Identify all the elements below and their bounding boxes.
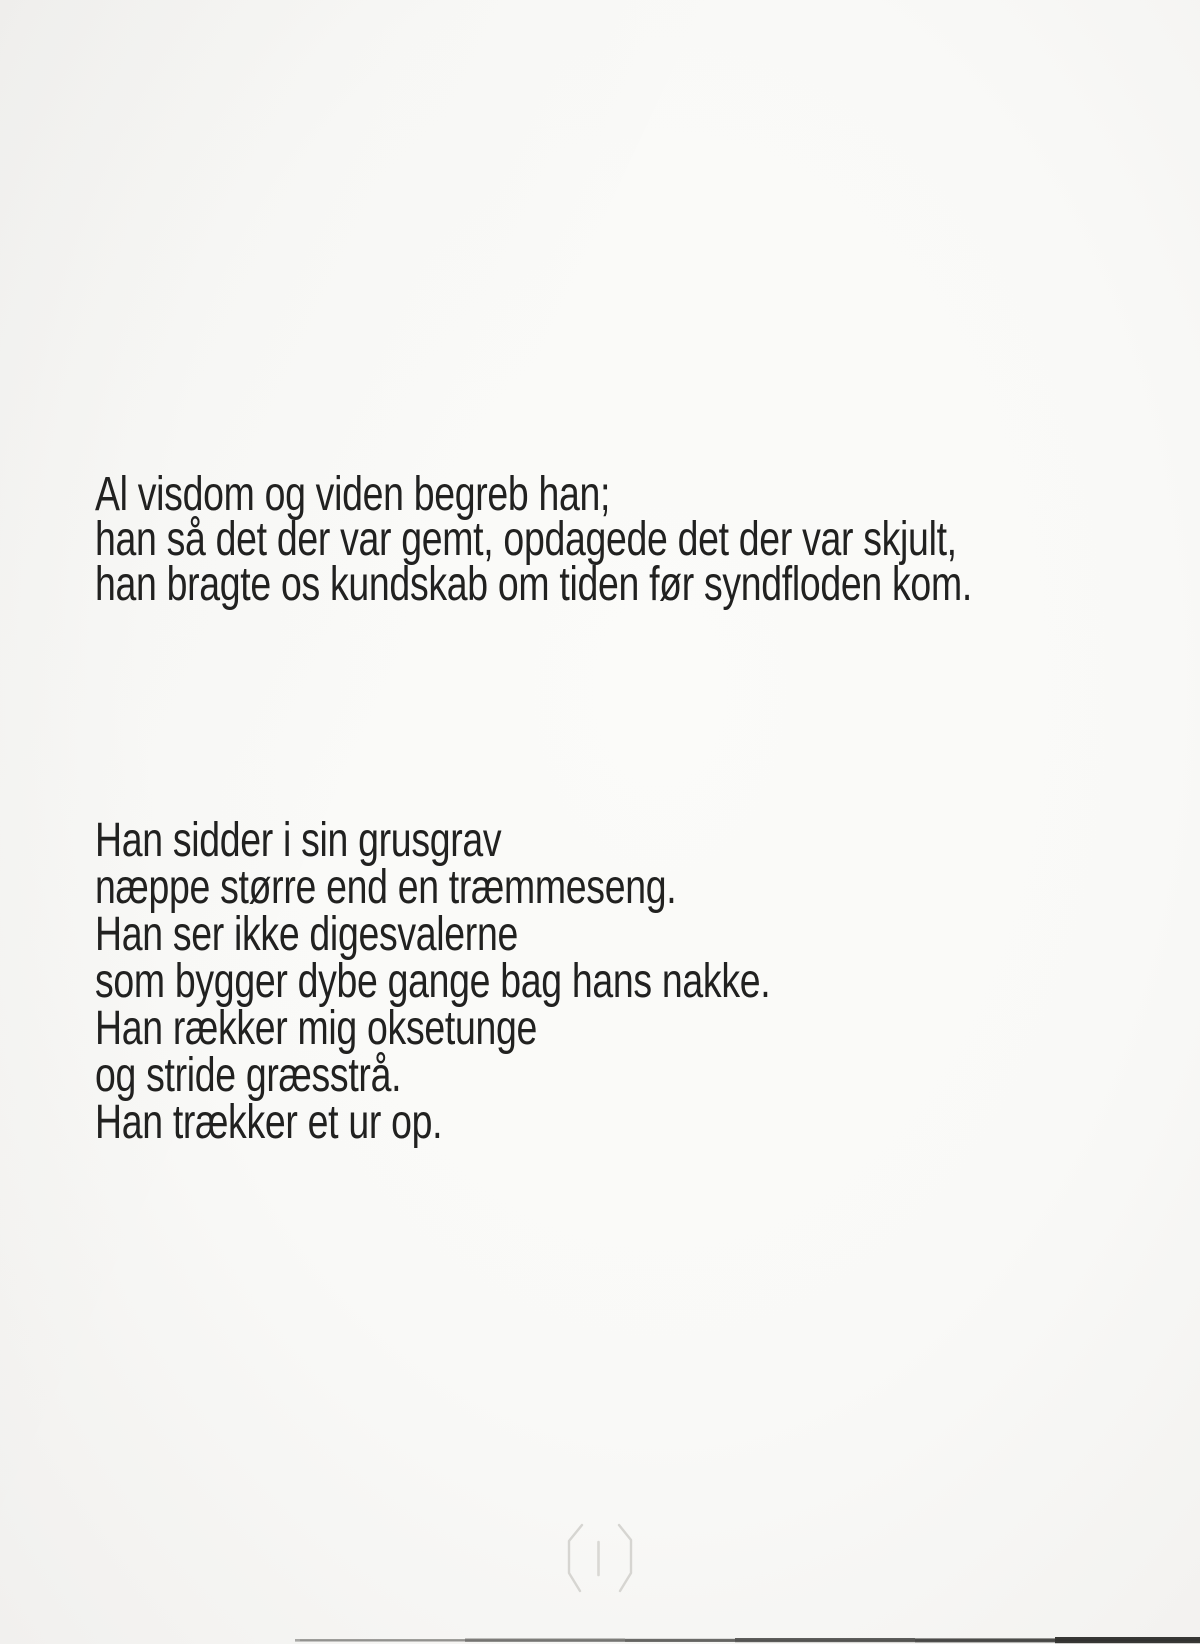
poem-stanza-2 [95,814,771,1149]
embossed-page-number-mark [561,1522,639,1594]
poem-stanza-1 [95,468,972,611]
poem-line: Han trækker et ur op. [95,1096,443,1149]
page-bottom-edge-shadow [0,1632,1200,1644]
poem-line: Han ser ikke digesvalerne [95,908,518,961]
poem-line: Al visdom og viden begreb han; [95,468,611,521]
poem-line: Han sidder i sin grusgrav [95,814,502,867]
poem-line: næppe større end en træmmeseng. [95,861,677,914]
poem-line: han bragte os kundskab om tiden før syndfloden kom. [95,558,972,611]
poem-line: han så det der var gemt, opdagede det der var skjult, [95,513,957,566]
poem-line: Han rækker mig oksetunge [95,1002,538,1055]
poem-line: og stride græsstrå. [95,1049,402,1102]
poem-line: som bygger dybe gange bag hans nakke. [95,955,771,1008]
